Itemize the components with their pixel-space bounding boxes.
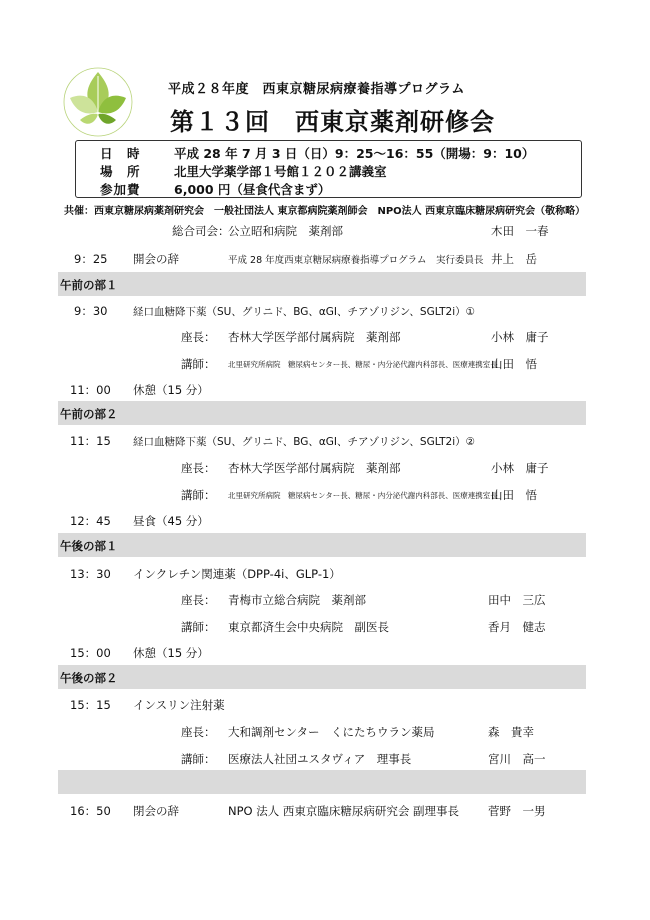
section-header-morning-1: [58, 272, 586, 296]
chair-label: 座長：: [181, 725, 216, 739]
chair-name: 小林 庸子: [491, 330, 549, 344]
lecturer-name: 山田 悟: [491, 357, 537, 371]
chair-org: 杏林大学医学部付属病院 薬剤部: [228, 461, 401, 475]
section-title: 午前の部２: [60, 407, 118, 421]
fee-value: 6,000 円（昼食代含まず）: [174, 182, 331, 197]
lecturer-label: 講師：: [181, 752, 216, 766]
event-info-box: [75, 140, 582, 198]
lecturer-name: 山田 悟: [491, 488, 537, 502]
cohost-line: 共催：西東京糖尿病薬剤研究会 一般社団法人 東京都病院薬剤師会 NPO法人 西東京臨床糖尿病研究会（敬称略）: [64, 206, 586, 217]
mc-org: 公立昭和病院 薬剤部: [228, 224, 343, 238]
closing-time: 16：50: [70, 804, 111, 818]
section-header-afternoon-2: [58, 665, 586, 689]
session-time: 13：30: [70, 567, 111, 581]
section-title: 午前の部１: [60, 278, 118, 292]
fee-label: 参加費: [100, 182, 141, 197]
session-time: 11：15: [70, 434, 111, 448]
section-title: 午後の部２: [60, 671, 118, 685]
session-topic: 経口血糖降下薬（SU、グリニド、BG、αGI、チアゾリジン、SGLT2i）①: [133, 306, 476, 318]
section-separator-band: [58, 770, 586, 794]
session-time: 9：30: [74, 304, 108, 318]
place-value: 北里大学薬学部１号館１２０２講義室: [174, 164, 387, 179]
break-label: 休憩（15 分）: [133, 383, 209, 397]
break-time: 11：00: [70, 383, 111, 397]
lecturer-name: 宮川 高一: [488, 752, 546, 766]
opening-label: 開会の辞: [133, 252, 179, 266]
section-title: 午後の部１: [60, 539, 118, 553]
chair-org: 大和調剤センター くにたちウラン薬局: [228, 725, 435, 739]
lecturer-org: 北里研究所病院 糖尿病センター長、糖尿・内分泌代謝内科部長、医療連携室長: [228, 360, 498, 369]
section-header-morning-2: [58, 401, 586, 425]
chair-label: 座長：: [181, 461, 216, 475]
chair-name: 森 貴幸: [488, 725, 534, 739]
closing-name: 菅野 一男: [488, 804, 546, 818]
chair-label: 座長：: [181, 593, 216, 607]
lecturer-label: 講師：: [181, 620, 216, 634]
lecturer-name: 香月 健志: [488, 620, 546, 634]
session-time: 15：15: [70, 698, 111, 712]
lecturer-label: 講師：: [181, 357, 216, 371]
mc-name: 木田 一春: [491, 224, 549, 238]
opening-org: 平成 28 年度西東京糖尿病療養指導プログラム 実行委員長: [228, 255, 484, 266]
chair-name: 田中 三広: [488, 593, 546, 607]
closing-org: NPO 法人 西東京臨床糖尿病研究会 副理事長: [228, 804, 460, 818]
chair-name: 小林 庸子: [491, 461, 549, 475]
date-value: 平成 28 年 7 月 3 日（日）9：25～16：55（開場：9：10）: [174, 146, 535, 161]
lecturer-org: 医療法人社団ユスタヴィア 理事長: [228, 752, 412, 766]
place-label: 場 所: [100, 164, 141, 179]
closing-label: 閉会の辞: [133, 804, 179, 818]
session-topic: 経口血糖降下薬（SU、グリニド、BG、αGI、チアゾリジン、SGLT2i）②: [133, 436, 476, 448]
lecturer-org: 東京都済生会中央病院 副医長: [228, 620, 389, 634]
session-topic: インスリン注射薬: [133, 698, 225, 712]
chair-org: 杏林大学医学部付属病院 薬剤部: [228, 330, 401, 344]
opening-name: 井上 岳: [491, 252, 537, 266]
session-topic: インクレチン関連薬（DPP-4i、GLP-1）: [133, 567, 341, 581]
break-label: 休憩（15 分）: [133, 646, 209, 660]
organization-logo: [58, 62, 138, 142]
page-title: 第１３回 西東京薬剤研修会: [170, 108, 495, 136]
mc-label: 総合司会：: [172, 224, 230, 238]
chair-label: 座長：: [181, 330, 216, 344]
program-subtitle: 平成２８年度 西東京糖尿病療養指導プログラム: [168, 82, 465, 97]
opening-time: 9：25: [74, 252, 108, 266]
lunch-label: 昼食（45 分）: [133, 514, 209, 528]
section-header-afternoon-1: [58, 533, 586, 557]
break-time: 15：00: [70, 646, 111, 660]
chair-org: 青梅市立総合病院 薬剤部: [228, 593, 366, 607]
date-label: 日 時: [100, 146, 141, 161]
lecturer-label: 講師：: [181, 488, 216, 502]
lecturer-org: 北里研究所病院 糖尿病センター長、糖尿・内分泌代謝内科部長、医療連携室長: [228, 491, 498, 500]
lunch-time: 12：45: [70, 514, 111, 528]
